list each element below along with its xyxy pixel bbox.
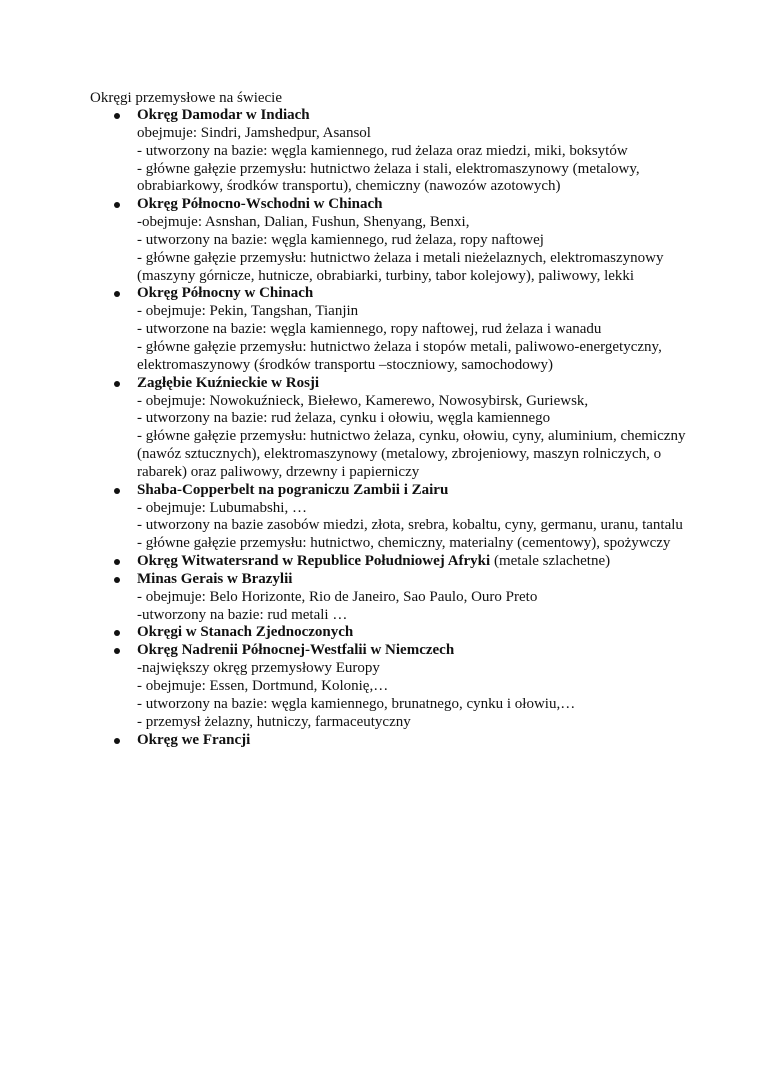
district-item	[90, 285, 690, 374]
district-name: Okręg Witwatersrand w Republice Południowej Afryki	[137, 553, 491, 570]
district-item	[90, 196, 690, 285]
district-detail-line: -największy okręg przemysłowy Europy	[137, 660, 380, 677]
bullet-icon	[114, 559, 120, 565]
district-detail-line: - utworzony na bazie: węgla kamiennego, rud żelaza, ropy naftowej	[137, 231, 544, 248]
district-item	[90, 375, 690, 482]
industrial-district-list	[90, 107, 690, 749]
bullet-icon	[114, 202, 120, 208]
district-detail-line: - obejmuje: Belo Horizonte, Rio de Janeiro, Sao Paulo, Ouro Preto	[137, 588, 538, 605]
district-item	[90, 482, 690, 553]
district-item	[90, 571, 690, 625]
district-name: Okręg Damodar w Indiach	[137, 107, 310, 123]
district-item	[90, 642, 690, 731]
district-detail-line: - przemysł żelazny, hutniczy, farmaceutyczny	[137, 713, 411, 730]
district-detail-line: - główne gałęzie przemysłu: hutnictwo, chemiczny, materialny (cementowy), spożywczy	[137, 535, 671, 552]
district-detail-line: - główne gałęzie przemysłu: hutnictwo żelaza i stopów metali, paliwowo-energetyczny, elektromaszynowy (środków transportu –stoczniowy, samochodowy)	[137, 338, 662, 373]
district-detail-line: - główne gałęzie przemysłu: hutnictwo żelaza, cynku, ołowiu, cyny, aluminium, chemiczny (nawóz sztucznych), elektromaszynowy (metalowy, zbrojeniowy, maszyn rolniczych, o rabarek) oraz paliwowy, drzewny i papierniczy	[137, 428, 686, 480]
district-detail-line: - główne gałęzie przemysłu: hutnictwo żelaza i stali, elektromaszynowy (metalowy, obrabiarkowy, środków transportu), chemiczny (nawozów azotowych)	[137, 160, 640, 195]
district-detail-line: - utworzony na bazie: węgla kamiennego, rud żelaza oraz miedzi, miki, boksytów	[137, 142, 628, 159]
district-item	[90, 624, 690, 642]
district-name: Okręg Północno-Wschodni w Chinach	[137, 196, 383, 213]
district-detail-line: - obejmuje: Nowokuźnieck, Biełewo, Kamerewo, Nowosybirsk, Guriewsk,	[137, 392, 589, 409]
district-item	[90, 107, 690, 196]
district-detail-line: - utworzone na bazie: węgla kamiennego, ropy naftowej, rud żelaza i wanadu	[137, 321, 602, 338]
district-detail-line: -obejmuje: Asnshan, Dalian, Fushun, Shenyang, Benxi,	[137, 214, 470, 231]
bullet-icon	[114, 113, 120, 119]
district-note: (metale szlachetne)	[493, 553, 611, 570]
district-name: Minas Gerais w Brazylii	[137, 570, 293, 587]
district-detail-line: -utworzony na bazie: rud metali …	[137, 606, 348, 623]
district-detail-line: - obejmuje: Essen, Dortmund, Kolonię,…	[137, 678, 389, 694]
bullet-icon	[114, 738, 120, 744]
district-name: Zagłębie Kuźnieckie w Rosji	[137, 374, 320, 391]
bullet-icon	[114, 648, 120, 654]
bullet-icon	[114, 630, 120, 636]
bullet-icon	[114, 381, 120, 387]
document-page	[90, 89, 690, 749]
district-name: Shaba-Copperbelt na pograniczu Zambii i Zairu	[137, 481, 449, 498]
bullet-icon	[114, 488, 120, 494]
bullet-icon	[114, 291, 120, 297]
district-item	[90, 553, 690, 571]
district-detail-line: - utworzony na bazie: rud żelaza, cynku i ołowiu, węgla kamiennego	[137, 410, 551, 427]
district-name: Okręg we Francji	[137, 731, 251, 748]
district-detail-line: - obejmuje: Lubumabshi, …	[137, 499, 307, 516]
district-item	[90, 732, 690, 750]
district-name: Okręg Północny w Chinach	[137, 285, 314, 302]
district-detail-line: - utworzony na bazie: węgla kamiennego, brunatnego, cynku i ołowiu,…	[137, 695, 576, 712]
district-detail-line: - utworzony na bazie zasobów miedzi, złota, srebra, kobaltu, cyny, germanu, uranu, tantalu	[137, 517, 683, 534]
bullet-icon	[114, 577, 120, 583]
district-detail-line: - główne gałęzie przemysłu: hutnictwo żelaza i metali nieżelaznych, elektromaszynowy (maszyny górnicze, hutnicze, obrabiarki, turbiny, tabor kolejowy), paliwowy, lekki	[137, 249, 664, 284]
district-name: Okręgi w Stanach Zjednoczonych	[137, 624, 354, 641]
district-detail-line: - obejmuje: Pekin, Tangshan, Tianjin	[137, 303, 359, 320]
district-name: Okręg Nadrenii Północnej-Westfalii w Niemczech	[137, 642, 455, 659]
district-detail-line: obejmuje: Sindri, Jamshedpur, Asansol	[137, 124, 371, 141]
document-title: Okręgi przemysłowe na świecie	[90, 90, 283, 106]
